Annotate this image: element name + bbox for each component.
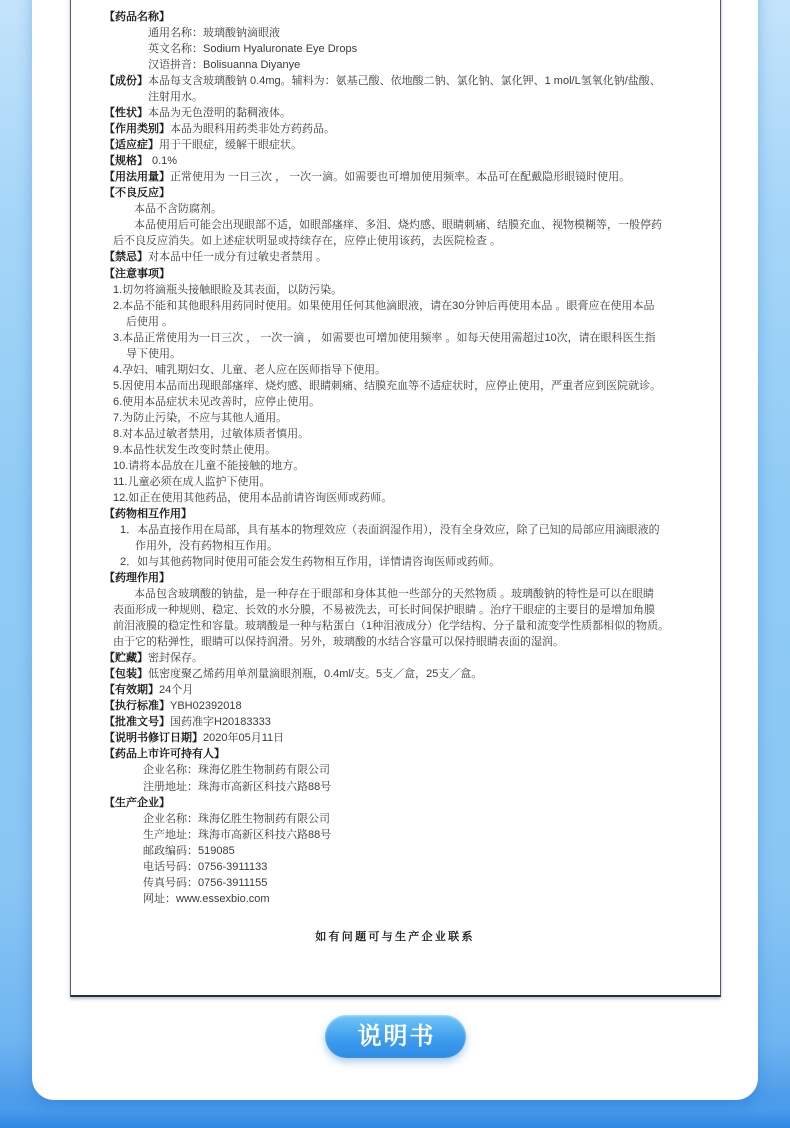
revision-date-row [104, 730, 720, 746]
approval-number-text: 国药准字H20183333 [170, 716, 271, 729]
specification-row [104, 153, 720, 169]
field-label: 电话号码： [143, 860, 198, 873]
precaution-item: 4.孕妇、哺乳期妇女、儿童、老人应在医师指导下使用。 [113, 363, 387, 376]
interaction-item: 2．如与其他药物同时使用可能会发生药物相互作用，详情请咨询医师或药师。 [120, 556, 501, 569]
field-value: 0756-3911155 [198, 876, 268, 889]
pharmacology-line: 前泪液膜的稳定性和容量。玻璃酸是一种与粘蛋白（1种泪液成分）化学结构、分子量和流变学性质都相似的物质。 [113, 620, 670, 633]
dosage-text: 正常使用为 一日三次 ， 一次一滴。如需要也可增加使用频率。本品可在配戴隐形眼镜时使用。 [170, 171, 631, 184]
manufacturer-address-field [143, 827, 720, 843]
indications-heading: 【适应症】 [104, 139, 159, 152]
field-value: 519085 [198, 844, 235, 857]
shelf-life-heading: 【有效期】 [104, 684, 159, 697]
generic-name-field [148, 25, 720, 41]
storage-text: 密封保存。 [148, 652, 203, 665]
ingredients-row [104, 73, 720, 89]
appearance-row [104, 105, 720, 121]
field-label: 生产地址： [143, 828, 198, 841]
field-label: 注册地址： [143, 780, 198, 793]
manufacturer-heading: 【生产企业】 [104, 796, 170, 809]
storage-heading: 【贮藏】 [104, 652, 148, 665]
standard-row [104, 698, 720, 714]
field-value: 珠海市高新区科技六路88号 [198, 780, 332, 793]
dosage-row [104, 169, 720, 185]
pharmacology-line: 本品包含玻璃酸的钠盐，是一种存在于眼部和身体其他一些部分的天然物质 。玻璃酸钠的特性是可以在眼睛 [134, 588, 655, 601]
appearance-heading: 【性状】 [104, 107, 148, 120]
precaution-item-continuation: 导下使用。 [126, 347, 181, 360]
adverse-reactions-line: 后不良反应消失。如上述症状明显或持续存在，应停止使用该药，去医院检查 。 [113, 235, 502, 248]
field-label: 企业名称： [143, 812, 198, 825]
field-label: 邮政编码： [143, 844, 198, 857]
pharmacology-line: 由于它的粘弹性，眼睛可以保持润滑。另外，玻璃酸的水结合容量可以保持眼睛表面的湿润。 [113, 636, 564, 649]
field-label: 网址： [143, 892, 176, 905]
ingredients-heading: 【成份】 [104, 75, 148, 88]
contact-manufacturer-note: 如有问题可与生产企业联系 [315, 931, 475, 943]
precaution-item: 3.本品正常使用为一日三次 ， 一次一滴 ， 如需要也可增加使用频率 。如每天使用需超过10次，请在眼科医生指 [113, 331, 656, 344]
package-insert-box [70, 0, 721, 997]
mah-company-field [143, 762, 720, 778]
approval-number-row [104, 714, 720, 730]
adverse-reactions-line: 本品使用后可能会出现眼部不适，如眼部瘙痒、多泪、烧灼感、眼睛刺痛、结膜充血、视物模糊等，一般停药 [134, 219, 662, 232]
storage-row [104, 650, 720, 666]
category-heading: 【作用类别】 [104, 123, 170, 136]
precaution-item: 12.如正在使用其他药品，使用本品前请咨询医师或药师。 [113, 491, 393, 504]
field-value: 珠海市高新区科技六路88号 [198, 828, 332, 841]
interaction-item-continuation: 作用外，没有药物相互作用。 [135, 540, 278, 553]
interaction-item: 1．本品直接作用在局部，具有基本的物理效应（表面润湿作用），没有全身效应，除了已知的局部应用滴眼液的 [120, 524, 660, 536]
shelf-life-text: 24个月 [159, 684, 194, 697]
precaution-item: 8.对本品过敏者禁用，过敏体质者慎用。 [113, 427, 310, 440]
mah-address-field [143, 779, 720, 795]
category-text: 本品为眼科用药类非处方药药品。 [170, 123, 335, 136]
ingredients-continuation: 注射用水。 [148, 91, 203, 104]
approval-number-heading: 【批准文号】 [104, 716, 170, 729]
field-label: 英文名称： [148, 43, 203, 56]
standard-text: YBH02392018 [170, 700, 242, 713]
precaution-item: 9.本品性状发生改变时禁止使用。 [113, 443, 277, 456]
interactions-heading: 【药物相互作用】 [104, 507, 192, 520]
adverse-reactions-line: 本品不含防腐剂。 [134, 203, 222, 216]
manufacturer-company-field [143, 811, 720, 827]
precaution-item: 7.为防止污染，不应与其他人通用。 [113, 411, 288, 424]
manufacturer-website-field [143, 891, 720, 907]
precaution-item: 2.本品不能和其他眼科用药同时使用。如果使用任何其他滴眼液，请在30分钟后再使用本品 。眼膏应在使用本品 [113, 299, 655, 312]
field-value: 珠海亿胜生物制药有限公司 [198, 812, 330, 825]
ingredients-text: 本品每支含玻璃酸钠 0.4mg。辅料为：氨基己酸、依地酸二钠、氯化钠、氯化钾、1 mol/L氢氧化钠/盐酸、 [148, 75, 661, 88]
package-text: 低密度聚乙烯药用单剂量滴眼剂瓶，0.4ml/支。5支／盒，25支／盒。 [148, 668, 483, 681]
field-value: Bolisuanna Diyanye [203, 59, 301, 72]
field-value: www.essexbio.com [176, 892, 270, 905]
precaution-item: 1.切勿将滴瓶头接触眼睑及其表面，以防污染。 [113, 283, 343, 296]
adverse-reactions-heading: 【不良反应】 [104, 187, 170, 200]
pharmacology-heading: 【药理作用】 [104, 572, 170, 585]
precaution-item: 10.请将本品放在儿童不能接触的地方。 [113, 459, 305, 472]
field-label: 汉语拼音： [148, 59, 203, 72]
indications-text: 用于干眼症，缓解干眼症状。 [159, 139, 302, 152]
field-label: 企业名称： [143, 764, 198, 777]
package-insert-content [104, 9, 720, 907]
precautions-heading: 【注意事项】 [104, 267, 170, 280]
field-value: Sodium Hyaluronate Eye Drops [203, 43, 358, 56]
package-heading: 【包装】 [104, 668, 148, 681]
dosage-heading: 【用法用量】 [104, 171, 170, 184]
specification-text: 0.1% [152, 155, 178, 168]
precaution-item: 11.儿童必须在成人监护下使用。 [113, 475, 271, 488]
indications-row [104, 137, 720, 153]
field-value: 玻璃酸钠滴眼液 [203, 27, 280, 40]
pinyin-name-field [148, 57, 720, 73]
package-row [104, 666, 720, 682]
shelf-life-row [104, 682, 720, 698]
english-name-field [148, 41, 720, 57]
specification-heading: 【规格】 [104, 155, 148, 168]
precaution-item-continuation: 后使用 。 [126, 315, 174, 328]
precaution-item: 6.使用本品症状未见改善时，应停止使用。 [113, 395, 321, 408]
revision-date-heading: 【说明书修订日期】 [104, 732, 203, 745]
field-label: 传真号码： [143, 876, 198, 889]
manufacturer-postcode-field [143, 843, 720, 859]
contraindications-heading: 【禁忌】 [104, 251, 148, 264]
field-label: 通用名称： [148, 27, 203, 40]
category-row [104, 121, 720, 137]
mah-heading: 【药品上市许可持有人】 [104, 748, 225, 761]
manufacturer-phone-field [143, 859, 720, 875]
manufacturer-fax-field [143, 875, 720, 891]
section-title-badge: 说明书 [325, 1015, 466, 1058]
field-value: 珠海亿胜生物制药有限公司 [198, 764, 330, 777]
pharmacology-line: 表面形成一种规则、稳定、长效的水分膜，不易被洗去，可长时间保护眼睛 。治疗干眼症的主要目的是增加角膜 [113, 604, 656, 617]
revision-date-text: 2020年05月11日 [203, 732, 285, 745]
drug-name-heading: 【药品名称】 [104, 11, 170, 23]
appearance-text: 本品为无色澄明的黏稠液体。 [148, 107, 291, 120]
contraindications-row [104, 249, 720, 265]
standard-heading: 【执行标准】 [104, 700, 170, 713]
contraindications-text: 对本品中任一成分有过敏史者禁用 。 [148, 251, 328, 264]
field-value: 0756-3911133 [198, 860, 268, 873]
precaution-item: 5.因使用本品而出现眼部瘙痒、烧灼感、眼睛刺痛、结膜充血等不适症状时，应停止使用，严重者应到医院就诊。 [113, 379, 662, 392]
